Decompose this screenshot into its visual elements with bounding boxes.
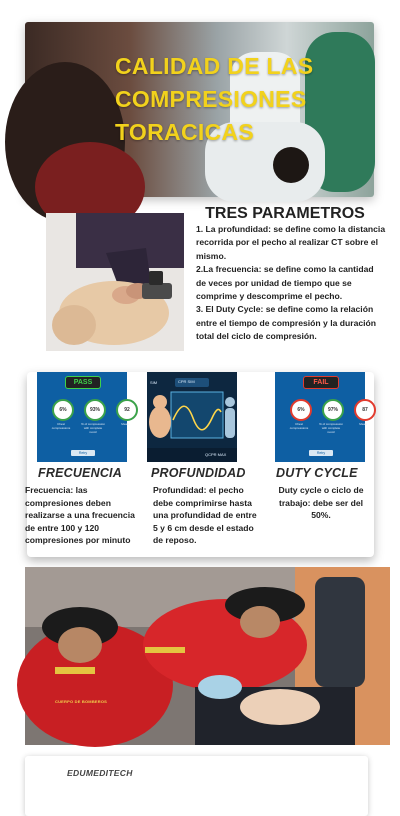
metrics-card [27, 372, 374, 557]
frequency-caption-2: % of compression with complete recoil [81, 422, 105, 434]
depth-heading: PROFUNDIDAD [151, 466, 246, 480]
footer-brand: EDUMEDITECH [67, 768, 133, 778]
duty-cycle-retry-button[interactable]: Retry [309, 450, 333, 456]
frequency-caption-3: Mean [121, 422, 129, 426]
param-item-frequency: 2.La frecuencia: se define como la cantidad de veces por unidad de tiempo que se comprime y descomprime el pecho. [196, 264, 374, 302]
params-list [196, 223, 386, 344]
duty-cycle-dial-3: 87 [354, 399, 376, 421]
duty-cycle-screen [275, 372, 368, 462]
duty-cycle-caption-2: % of compression with complete recoil [319, 422, 343, 434]
frequency-caption-1: Chest compressions [51, 422, 71, 430]
frequency-description: Frecuencia: las compresiones deben realizarse a una frecuencia de entre 100 y 120 compresiones por minuto [25, 485, 135, 546]
duty-cycle-description: Duty cycle o ciclo de trabajo: debe ser del 50%. [278, 485, 364, 521]
duty-cycle-caption-3: Mean [359, 422, 367, 426]
frequency-dial-3: 92 [116, 399, 138, 421]
footer-card [25, 756, 368, 816]
frequency-dial-1: 6% [52, 399, 74, 421]
params-title: TRES PARAMETROS [205, 205, 365, 222]
duty-cycle-heading: DUTY CYCLE [276, 466, 358, 480]
depth-corner-label: SIM [150, 380, 158, 385]
frequency-dial-2: 93% [84, 399, 106, 421]
depth-screen [147, 372, 237, 462]
cpr-manikin-illustration [46, 213, 184, 351]
frequency-retry-button[interactable]: Retry [71, 450, 95, 456]
pass-badge: PASS [65, 376, 101, 389]
duty-cycle-dial-2: 97% [322, 399, 344, 421]
frequency-heading: FRECUENCIA [38, 466, 122, 480]
firefighters-cpr-photo [25, 567, 390, 745]
param-item-depth: 1. La profundidad: se define como la distancia recorrida por el pecho al realizar CT sobre el mismo. [196, 224, 386, 261]
uniform-text: CUERPO DE BOMBEROS [55, 699, 108, 704]
depth-device-label: QCPR MAX [205, 452, 227, 457]
duty-cycle-caption-1: Chest compressions [289, 422, 309, 430]
duty-cycle-dial-1: 6% [290, 399, 312, 421]
hero-photo-head [273, 147, 309, 183]
depth-top-label: CPR SIM [178, 379, 195, 384]
frequency-screen [37, 372, 130, 462]
depth-simulator-graphic [147, 372, 237, 462]
cpr-manikin-photo [46, 213, 184, 351]
firefighters-illustration [25, 567, 390, 745]
depth-description: Profundidad: el pecho debe comprimirse hasta una profundidad de entre 5 y 6 cm desde el estado de reposo. [153, 485, 257, 546]
hero-title: CALIDAD DE LAS COMPRESIONES TORACICAS [115, 53, 314, 145]
fail-badge: FAIL [303, 376, 339, 389]
param-item-duty-cycle: 3. El Duty Cycle: se define como la relación entre el tiempo de compresión y la duración total del ciclo de compresión. [196, 304, 377, 342]
hero-banner [25, 22, 374, 197]
